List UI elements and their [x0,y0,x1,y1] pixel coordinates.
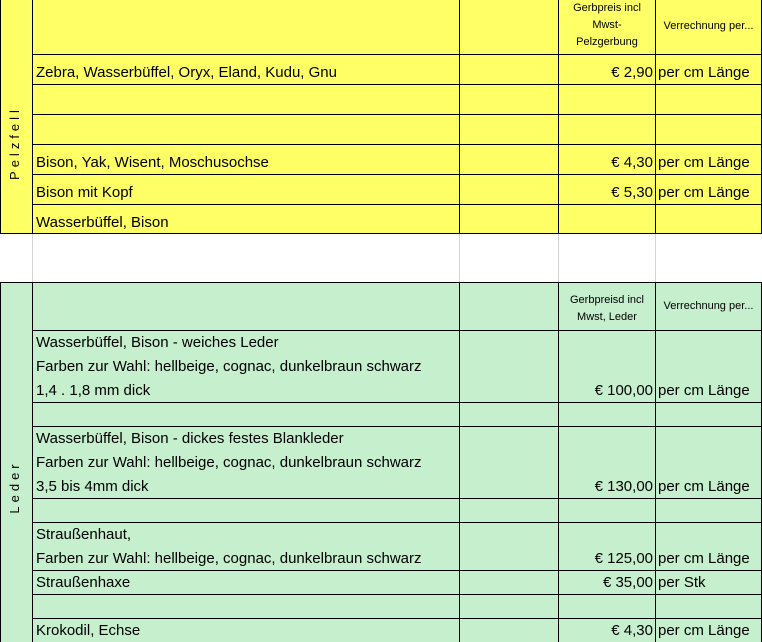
leder-row-desc: Wasserbüffel, Bison - weiches Leder [36,334,279,351]
pelz-row-unit: per cm Länge [658,184,750,201]
leder-side-label: Leder [7,460,22,514]
pelz-row-price: € 5,30 [611,184,653,201]
pelz-header-billing: Verrechnung per... [663,20,754,32]
leder-row-desc: Krokodil, Echse [36,622,141,639]
leder-row-desc: Straußenhaut, [36,526,132,543]
pelz-row-unit: per cm Länge [658,154,750,171]
leder-row-desc: Farben zur Wahl: hellbeige, cognac, dunkelbraun schwarz [36,550,422,567]
leder-row-price: € 100,00 [594,382,653,399]
spacer-row [0,234,762,282]
pelz-row-price: € 2,90 [611,64,653,81]
leder-row-price: € 35,00 [602,574,653,591]
leder-row-price: € 4,30 [611,622,653,639]
pelz-row-desc: Bison mit Kopf [36,184,133,201]
pelz-row-unit: per cm Länge [658,64,750,81]
leder-row-price: € 125,00 [594,550,653,567]
leder-row-desc: Farben zur Wahl: hellbeige, cognac, dunkelbraun schwarz [36,454,422,471]
leder-row-desc: Wasserbüffel, Bison - dickes festes Blankleder [36,430,344,447]
leder-row-desc: Straußenhaxe [36,574,131,591]
pelz-row-price: € 4,30 [611,154,653,171]
leder-header-price: Gerbpreisd incl Mwst, Leder [570,294,644,323]
leder-row-desc: Farben zur Wahl: hellbeige, cognac, dunkelbraun schwarz [36,358,422,375]
leder-row-unit: per cm Länge [658,478,750,495]
pelz-row-desc: Zebra, Wasserbüffel, Oryx, Eland, Kudu, Gnu [36,64,337,81]
leder-row-price: € 130,00 [594,478,653,495]
leder-row-desc: 1,4 . 1,8 mm dick [36,382,151,399]
leder-row-desc: 3,5 bis 4mm dick [36,478,149,495]
leder-row-unit: per cm Länge [658,622,750,639]
pelz-row-desc: Bison, Yak, Wisent, Moschusochse [36,154,269,171]
leder-row-unit: per cm Länge [658,382,750,399]
pelz-row-desc: Wasserbüffel, Bison [36,214,169,231]
pelz-header-price: Gerbpreis incl Mwst- Pelzgerbung [573,2,641,48]
leder-row-unit: per Stk [658,574,706,591]
leder-row-unit: per cm Länge [658,550,750,567]
pelz-side-label: Pelzfell [7,106,22,180]
leder-header-billing: Verrechnung per... [663,300,754,312]
